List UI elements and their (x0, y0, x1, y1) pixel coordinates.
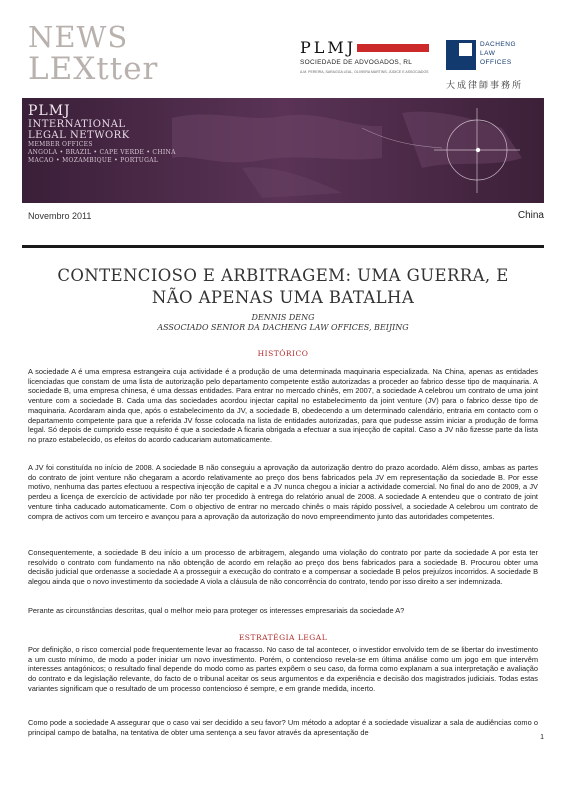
paragraph-3: Consequentemente, a sociedade B deu início a um processo de arbitragem, alegando uma violação do contrato por parte da sociedade A por esta ter resolvido o contrato com fundamento na não obtenção de acordo em relação ao preço dos bens fabricados para a sociedade B. Procurou obter uma decisão judicial que ordenasse a sociedade A a prosseguir a execução do contrato e a compensar a sociedade B pelos prejuízos incorridos. A sociedade B alegou ainda que o novo investimento da sociedade A viola a cláusula de não concorrência do contrato, tendo por isso direito a ser indemnizada. (28, 548, 538, 587)
section-heading-historico: HISTÓRICO (257, 349, 309, 358)
newsletter-title-news: NEWS (28, 20, 129, 54)
article-title: CONTENCIOSO E ARBITRAGEM: UMA GUERRA, E NÃO APENAS UMA BATALHA (57, 266, 509, 307)
paragraph-6: Como pode a sociedade A assegurar que o caso vai ser decidido a seu favor? Um método a adoptar é a sociedade visualizar a sala de audiências como o principal campo de batalha, na tentativa de obter uma sentença a seu favor através da apresentação de (28, 718, 538, 737)
plmj-logo (300, 38, 435, 74)
paragraph-4: Perante as circunstâncias descritas, qual o melhor meio para proteger os interesses empresariais da sociedade A? (28, 606, 405, 615)
page-number: 1 (540, 734, 544, 741)
author-role: ASSOCIADO SENIOR DA DACHENG LAW OFFICES, BEIJING (157, 323, 409, 332)
header-rule (22, 245, 544, 248)
plmj-partners: A.M. PEREIRA, SARAGGA LEAL, OLIVEIRA MARTINS, JÚDICE E ASSOCIADOS (300, 70, 429, 74)
country-label: China (517, 210, 544, 221)
network-banner (22, 98, 544, 203)
newsletter-title-lexter: LEXtter (28, 51, 159, 87)
dacheng-logo-icon (446, 40, 476, 70)
plmj-name: PLMJ (300, 38, 357, 57)
plmj-red-bar (357, 44, 429, 52)
network-text: PLMJ INTERNATIONAL LEGAL NETWORK MEMBER OFFICES ANGOLA • BRAZIL • CAPE VERDE • CHINA MACAO • MOZAMBIQUE • PORTUGAL (28, 103, 176, 164)
dacheng-name: DACHENG LAW OFFICES (480, 41, 517, 66)
section-heading-estrategia: ESTRATÉGIA LEGAL (238, 633, 328, 642)
author-name: DENNIS DENG (251, 313, 315, 322)
dacheng-chinese-name: 大成律師事務所 (446, 80, 524, 90)
paragraph-1: A sociedade A é uma empresa estrangeira cuja actividade é a produção de uma determinada maquinaria especializada. Na China, apenas as entidades licenciadas que constam de uma lista de autorização pelo departamento competente estão autorizadas a proceder ao fabrico desse tipo de maquinaria. A sociedade B, uma empresa chinesa, é uma dessas entidades. Para entrar no mercado chinês, em 2007, a sociedade A celebrou um contrato de uma joint venture com a sociedade B. Cada uma das sociedades acordou injectar capital no estabelecimento da joint venture (JV) para o fabrico desse tipo de maquinaria. Acordaram ainda que, após o estabelecimento da JV, a sociedade B, obedecendo a um determinado calendário, entraria em contacto com o departamento competente para que a referida JV fosse colocada na lista de entidades autorizadas, para que pudesse assim iniciar a produção de forma legal. Só depois de cumprido esse requisito é que a sociedade A ficaria obrigada a efectuar a sua injecção de capital. Caso a JV não fizesse parte da lista no prazo estabelecido, os efeitos do acordo caducariam automaticamente. (28, 367, 538, 444)
issue-date: Novembro 2011 (28, 211, 92, 221)
paragraph-2: A JV foi constituída no início de 2008. A sociedade B não conseguiu a aprovação da autorização dentro do prazo acordado. Além disso, ambas as partes do contrato de joint venture não chegaram a acordo relativamente ao preço dos bens fabricados pela JV em representação da sociedade B. Por esse motivo, nenhuma das partes efectuou a respectiva injecção de capital e a JV nunca chegou a iniciar a actividade comercial. No final do ano de 2009, a JV perdeu a licença de exercício de actividade por não ter procedido à entrega do relatório anual de 2008. A sociedade A entendeu que o contrato de joint venture tinha caducado automaticamente. Com o objectivo de entrar no mercado chinês o mais rápido possível, a sociedade A celebrou um contrato de compra de activos com um terceiro e avançou para a aprovação da autorização do novo empreendimento junto das autoridades competentes. (28, 463, 538, 521)
plmj-subtitle: SOCIEDADE DE ADVOGADOS, RL (300, 59, 413, 66)
paragraph-5: Por definição, o risco comercial pode frequentemente levar ao fracasso. No caso de tal acontecer, o investidor envolvido tem de se libertar do investimento a um custo mínimo, de modo a poder iniciar um novo investimento. Porém, o contencioso revela-se em última análise como um jogo em que intervêm interesses antagónicos; o resultado final depende do modo como as partes expõem o seu caso, da forma como explanam a sua interpretação e avaliação do contrato e da legislação relevante, do facto de o tribunal aceitar os seus argumentos e da experiência e decisão dos magistrados judiciais. Todas estas variantes significam que o resultado de um processo contencioso é sempre, e em grande medida, incerto. (28, 645, 538, 693)
masthead (0, 0, 566, 100)
